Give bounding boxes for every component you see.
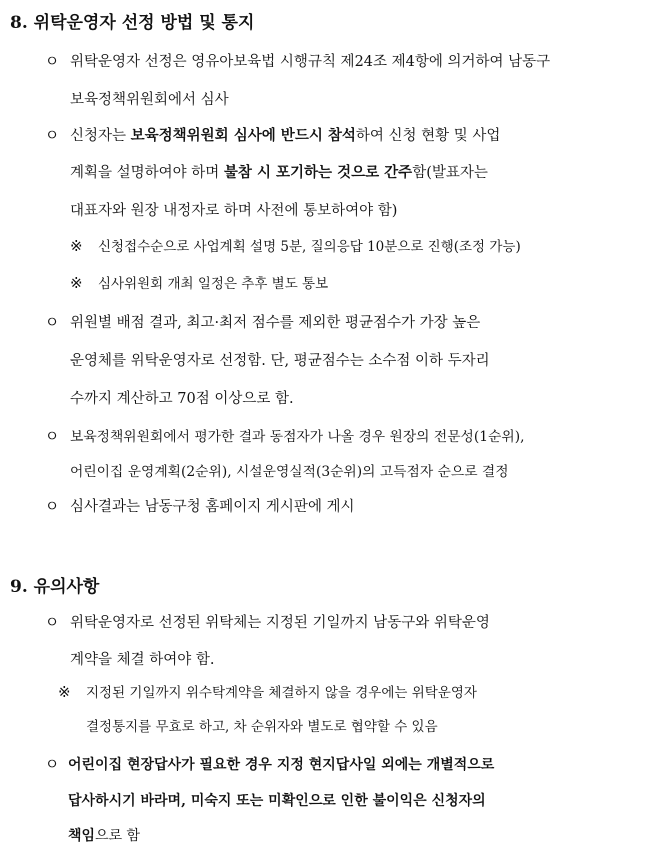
- emphasis-text: 불참 시 포기하는 것으로 간주: [223, 164, 413, 181]
- section-8-item-2-line-1: [70, 127, 500, 145]
- section-8-item-2-line-2: [70, 164, 488, 182]
- section-8-item-5: 심사결과는 남동구청 홈페이지 게시판에 게시: [70, 499, 355, 515]
- section-9-note-1-line-2: 결정통지를 무효로 하고, 차 순위자와 별도로 협약할 수 있음: [86, 719, 438, 735]
- text-run: 함(발표자는: [412, 165, 488, 181]
- section-8-title: 8. 위탁운영자 선정 방법 및 통지: [10, 13, 255, 33]
- note-marker: ※: [70, 237, 83, 255]
- section-9-item-1-line-2: 계약을 체결 하여야 함.: [70, 652, 215, 668]
- text-run: 신청자는: [70, 128, 131, 144]
- bullet-marker: ㅇ: [44, 613, 60, 631]
- bullet-marker: ㅇ: [44, 52, 60, 70]
- text-run: 계획을 설명하여야 하며: [70, 165, 224, 181]
- bullet-marker: ㅇ: [44, 126, 60, 144]
- section-9-item-2-line-1: 어린이집 현장답사가 필요한 경우 지정 현지답사일 외에는 개별적으로: [68, 757, 495, 773]
- section-9-item-2-line-2: 답사하시기 바라며, 미숙지 또는 미확인으로 인한 불이익은 신청자의: [68, 793, 486, 809]
- section-8-item-2-line-3: 대표자와 원장 내정자로 하며 사전에 통보하여야 함): [70, 203, 398, 219]
- section-8-item-3-line-1: 위원별 배점 결과, 최고·최저 점수를 제외한 평균점수가 가장 높은: [70, 315, 481, 331]
- section-9-item-2-line-3: [68, 827, 140, 845]
- emphasis-text: 보육정책위원회 심사에 반드시 참석: [130, 127, 356, 144]
- text-run: 하여 신청 현황 및 사업: [355, 128, 501, 144]
- section-8-item-3-line-3: 수까지 계산하고 70점 이상으로 함.: [70, 391, 294, 407]
- section-8-item-1-line-1: 위탁운영자 선정은 영유아보육법 시행규칙 제24조 제4항에 의거하여 남동구: [70, 54, 551, 70]
- text-run: 으로 함: [95, 828, 141, 844]
- section-9-item-1-line-1: 위탁운영자로 선정된 위탁체는 지정된 기일까지 남동구와 위탁운영: [70, 615, 490, 631]
- note-marker: ※: [58, 683, 71, 701]
- section-8-note-2: 심사위원회 개최 일정은 추후 별도 통보: [98, 276, 329, 292]
- bullet-marker: ㅇ: [44, 313, 60, 331]
- bullet-marker: ㅇ: [44, 427, 60, 445]
- section-8-item-1-line-2: 보육정책위원회에서 심사: [70, 92, 229, 108]
- bullet-marker: ㅇ: [44, 755, 60, 773]
- section-9-note-1-line-1: 지정된 기일까지 위수탁계약을 체결하지 않을 경우에는 위탁운영자: [86, 685, 477, 701]
- section-8-note-1: 신청접수순으로 사업계획 설명 5분, 질의응답 10분으로 진행(조정 가능): [98, 239, 521, 255]
- section-8-item-3-line-2: 운영체를 위탁운영자로 선정함. 단, 평균점수는 소수점 이하 두자리: [70, 353, 490, 369]
- bullet-marker: ㅇ: [44, 497, 60, 515]
- emphasis-text: 책임: [68, 828, 96, 844]
- section-9-title: 9. 유의사항: [10, 577, 100, 597]
- section-8-item-4-line-2: 어린이집 운영계획(2순위), 시설운영실적(3순위)의 고득점자 순으로 결정: [70, 464, 509, 480]
- section-8-item-4-line-1: 보육정책위원회에서 평가한 결과 동점자가 나올 경우 원장의 전문성(1순위),: [70, 429, 525, 445]
- note-marker: ※: [70, 274, 83, 292]
